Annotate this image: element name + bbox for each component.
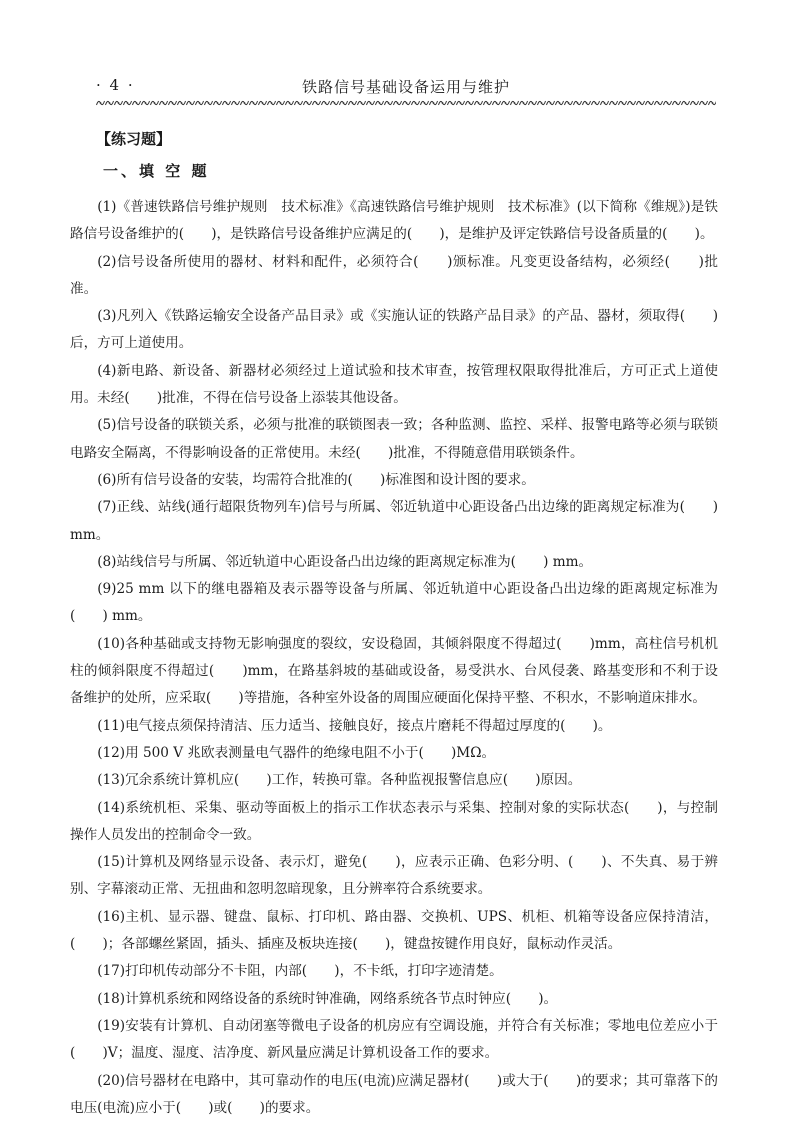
question-item: (10)各种基础或支持物无影响强度的裂纹，安设稳固，其倾斜限度不得超过( )mm，高柱信号机机柱的倾斜限度不得超过( )mm，在路基斜坡的基础或设备，易受洪水、台风侵袭、路基变形和不利于设备维护的处所，应采取( )等措施，各种室外设备的周围应硬面化保持平整、不积水，不影响道床排水。	[70, 635, 718, 707]
question-item: (15)计算机及网络显示设备、表示灯，避免( )，应表示正确、色彩分明、( )、不失真、易于辨别、字幕滚动正常、无扭曲和忽明忽暗现象，且分辨率符合系统要求。	[70, 854, 718, 898]
question-item: (6)所有信号设备的安装，均需符合批准的( )标准图和设计图的要求。	[97, 471, 535, 488]
question-item: (9)25 mm 以下的继电器箱及表示器等设备与所属、邻近轨道中心距设备凸出边缘的距离规定标准为( ) mm。	[70, 581, 718, 625]
question-item: (3)凡列入《铁路运输安全设备产品目录》或《实施认证的铁路产品目录》的产品、器材，须取得( )后，方可上道使用。	[70, 308, 718, 352]
question-item: (11)电气接点须保持清洁、压力适当、接触良好，接点片磨耗不得超过厚度的( )。	[97, 717, 612, 734]
running-header	[96, 74, 716, 96]
question-item: (12)用 500 V 兆欧表测量电气器件的绝缘电阻不小于( )MΩ。	[97, 744, 496, 761]
question-item: (7)正线、站线(通行超限货物列车)信号与所属、邻近轨道中心距设备凸出边缘的距离规定标准为( ) mm。	[70, 499, 718, 543]
question-item: (17)打印机传动部分不卡阻，内部( )，不卡纸，打印字迹清楚。	[97, 963, 503, 980]
ornamental-rule	[96, 98, 716, 108]
page-number: · 4 ·	[96, 76, 135, 94]
exercise-label: 【练习题】	[96, 130, 172, 148]
question-item: (16)主机、显示器、键盘、鼠标、打印机、路由器、交换机、UPS、机柜、机箱等设备应保持清洁，( )；各部螺丝紧固，插头、插座及板块连接( )，键盘按键作用良好，鼠标动作灵活。	[70, 908, 718, 953]
question-item: (5)信号设备的联锁关系，必须与批准的联锁图表一致；各种监测、监控、采样、报警电路等必须与联锁电路安全隔离，不得影响设备的正常使用。未经( )批准，不得随意借用联锁条件。	[70, 417, 718, 461]
question-item: (13)冗余系统计算机应( )工作，转换可靠。各种监视报警信息应( )原因。	[97, 772, 582, 789]
question-item: (18)计算机系统和网络设备的系统时钟准确，网络系统各节点时钟应( )。	[97, 990, 558, 1007]
question-item: (4)新电路、新设备、新器材必须经过上道试验和技术审查，按管理权限取得批准后，方可正式上道使用。未经( )批准，不得在信号设备上添装其他设备。	[70, 362, 718, 407]
question-item: (2)信号设备所使用的器材、材料和配件，必须符合( )颁标准。凡变更设备结构，必须经( )批准。	[70, 253, 718, 297]
question-item: (19)安装有计算机、自动闭塞等微电子设备的机房应有空调设施，并符合有关标准；零地电位差应小于( )V；温度、湿度、洁净度、新风量应满足计算机设备工作的要求。	[70, 1017, 718, 1062]
question-item: (20)信号器材在电路中，其可靠动作的电压(电流)应满足器材( )或大于( )的要求；其可靠落下的电压(电流)应小于( )或( )的要求。	[70, 1072, 718, 1116]
question-item: (14)系统机柜、采集、驱动等面板上的指示工作状态表示与采集、控制对象的实际状态( )，与控制操作人员发出的控制命令一致。	[70, 799, 718, 843]
section-heading: 一、填 空 题	[103, 162, 210, 180]
question-item: (1)《普速铁路信号维护规则 技术标准》《高速铁路信号维护规则 技术标准》(以下简称《维规》)是铁路信号设备维护的( )，是铁路信号设备维护应满足的( )，是维护及评定铁路信号设备质量的( )。	[70, 199, 718, 243]
question-item: (8)站线信号与所属、邻近轨道中心距设备凸出边缘的距离规定标准为( ) mm。	[97, 553, 593, 570]
question-list	[70, 194, 718, 1122]
header-title: 铁路信号基础设备运用与维护	[301, 78, 510, 96]
